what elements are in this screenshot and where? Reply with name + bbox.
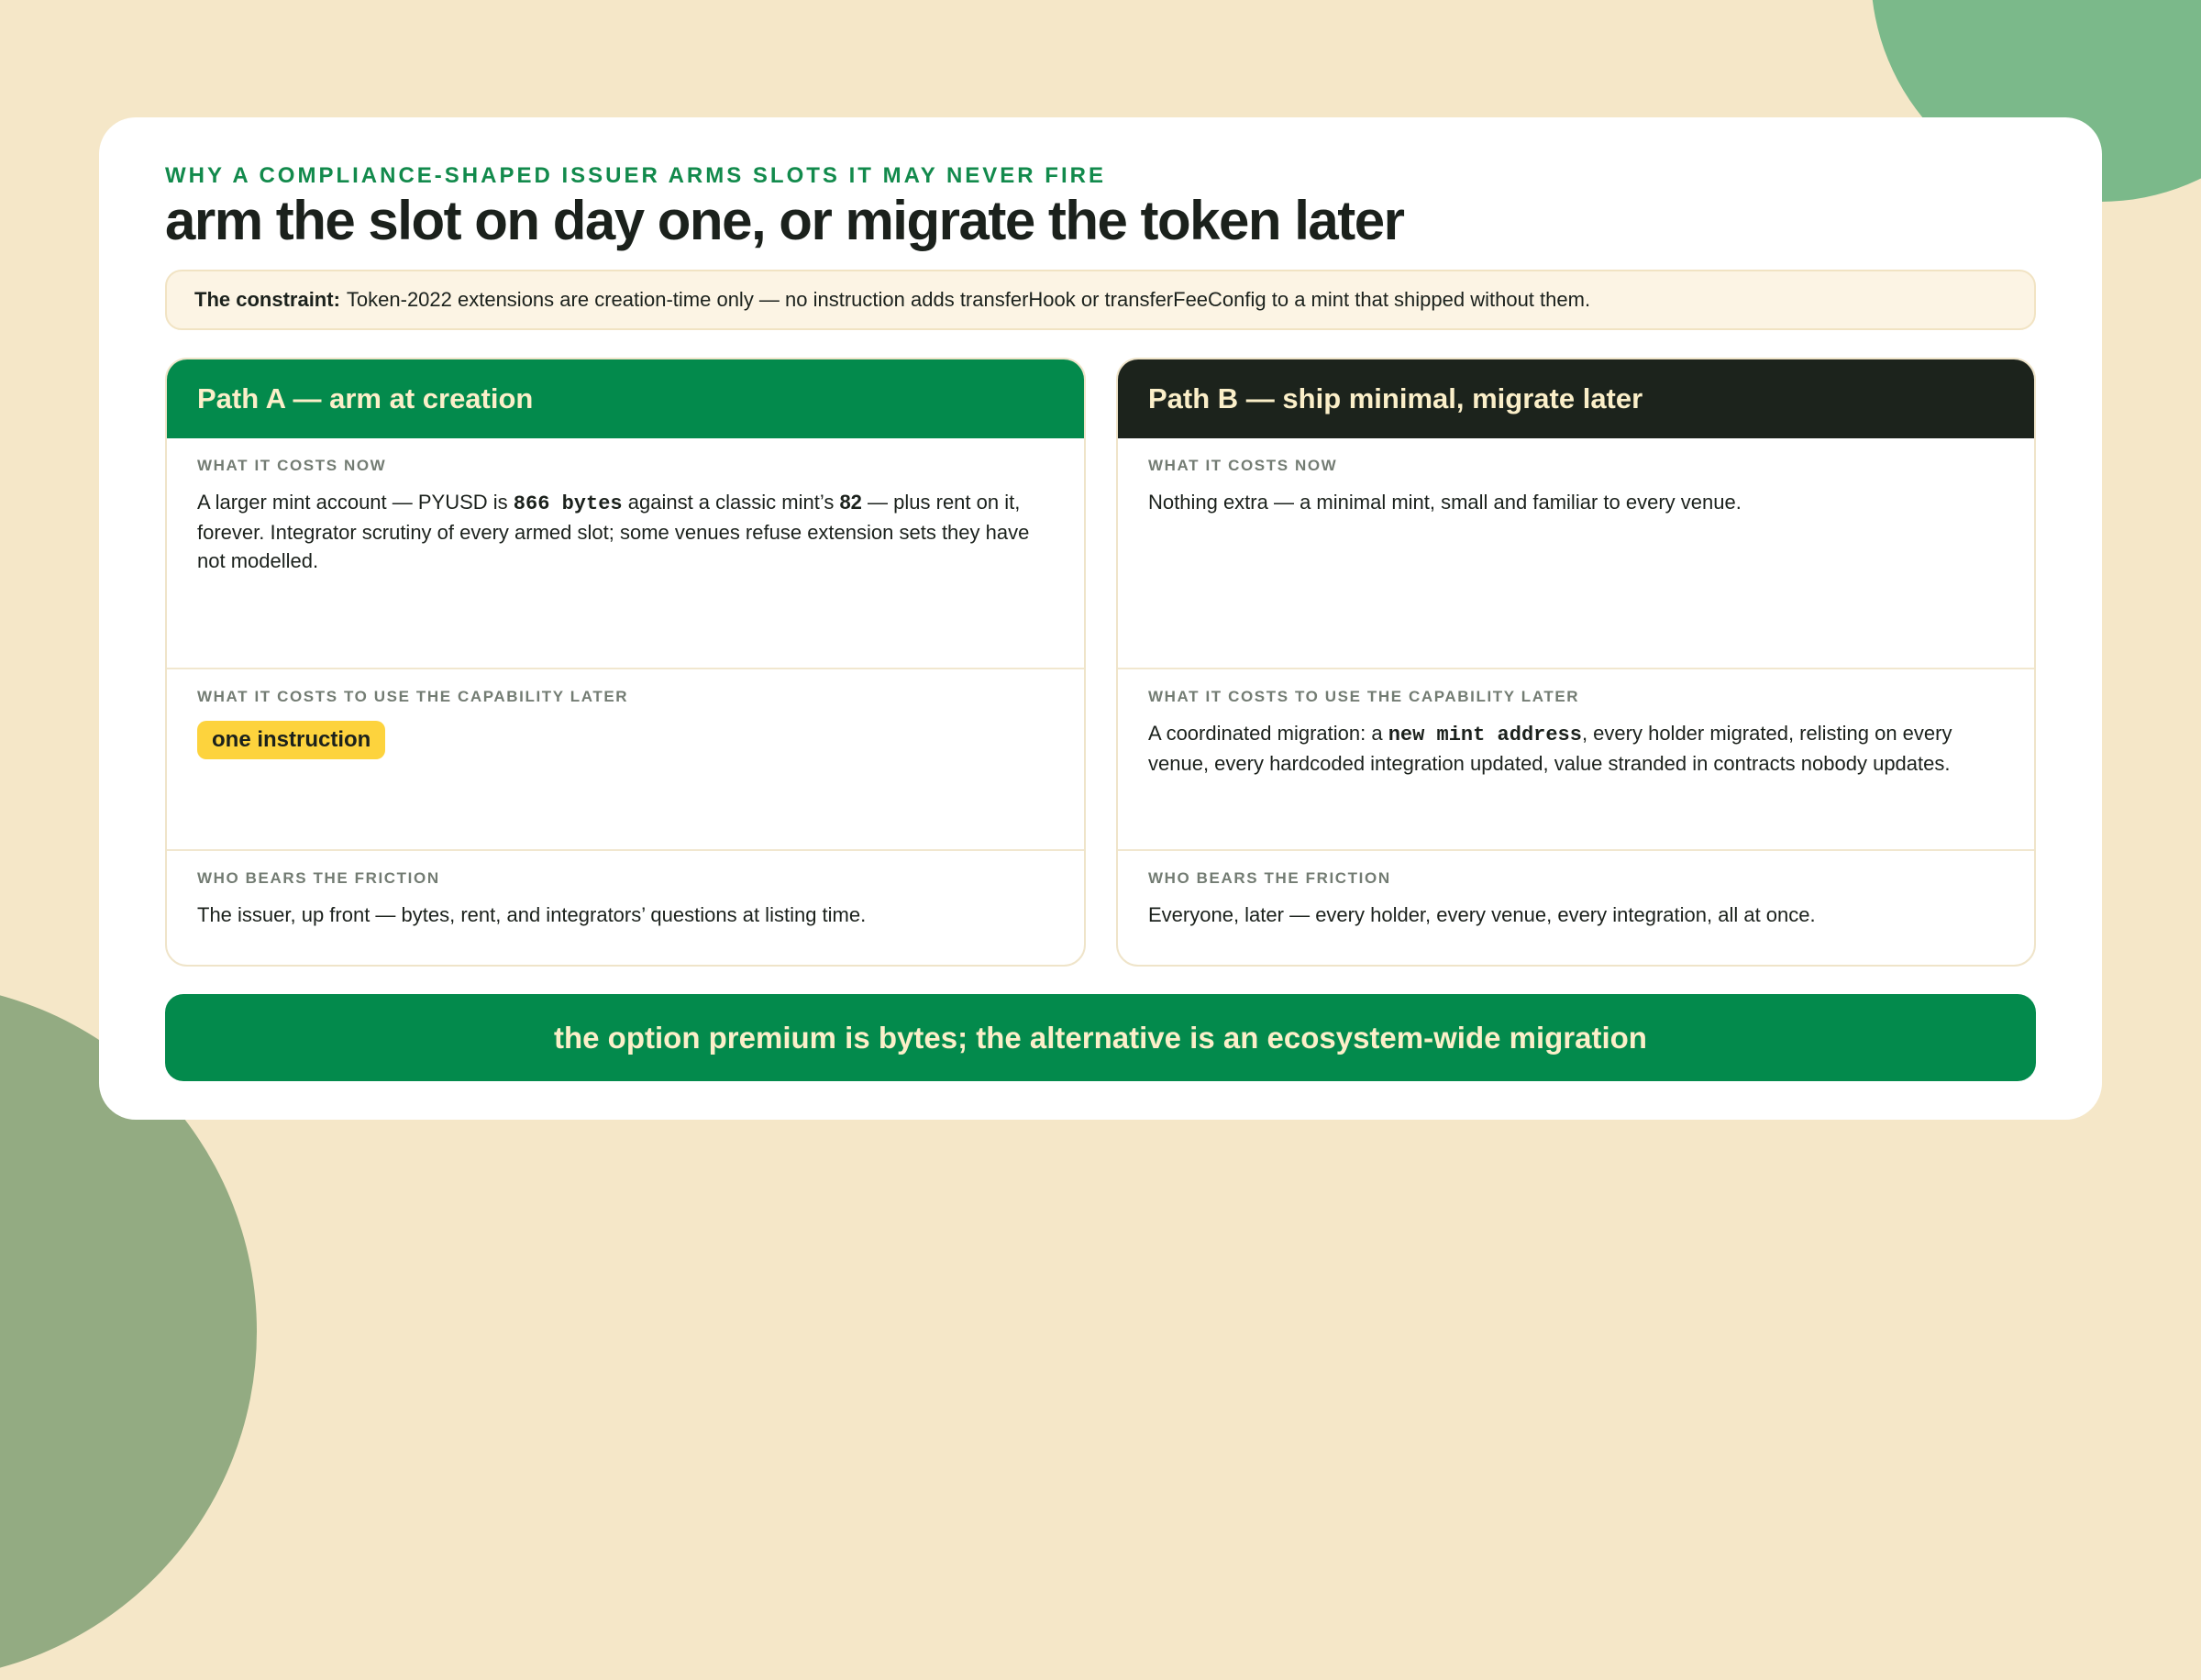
path-b-friction-section <box>1118 851 2034 965</box>
path-a-cost-later-section <box>167 669 1084 851</box>
classic-mint-size: 82 <box>839 491 862 514</box>
path-b-panel <box>1116 358 2036 967</box>
text-fragment: A larger mint account — PYUSD is <box>197 491 514 514</box>
section-label: WHAT IT COSTS TO USE THE CAPABILITY LATER <box>1148 688 1580 705</box>
path-b-cost-now-section <box>1118 438 2034 669</box>
path-b-cost-later-text <box>1148 719 2004 778</box>
path-b-friction-text: Everyone, later — every holder, every venue, every integration, all at once. <box>1148 903 1816 926</box>
constraint-text: Token-2022 extensions are creation-time only — no instruction adds transferHook or transferFeeConfig to a mint that shipped without them. <box>346 288 1591 311</box>
slide-card <box>99 117 2102 1120</box>
text-fragment: — plus rent on it, forever. Integrator scrutiny of every armed slot; some venues refuse extension sets they have not modelled. <box>197 491 1030 572</box>
path-b-title: Path B — ship minimal, migrate later <box>1118 359 2034 438</box>
constraint-label: The constraint: <box>194 288 340 311</box>
path-a-friction-text: The issuer, up front — bytes, rent, and integrators’ questions at listing time. <box>197 903 867 926</box>
path-a-friction-section <box>167 851 1084 965</box>
section-label: WHAT IT COSTS NOW <box>1148 457 1338 474</box>
section-label: WHAT IT COSTS TO USE THE CAPABILITY LATER <box>197 688 629 705</box>
section-label: WHO BEARS THE FRICTION <box>197 869 440 887</box>
code-new-mint-address: new mint address <box>1388 724 1582 746</box>
path-a-cost-now-text <box>197 488 1054 575</box>
conclusion-banner: the option premium is bytes; the alternative is an ecosystem-wide migration <box>165 994 2036 1081</box>
path-b-cost-now-text: Nothing extra — a minimal mint, small and familiar to every venue. <box>1148 491 1742 514</box>
text-fragment: , every holder migrated, relisting on every venue, every hardcoded integration updated, value stranded in contracts nobody updates. <box>1148 722 1952 775</box>
path-a-title: Path A — arm at creation <box>167 359 1084 438</box>
section-label: WHAT IT COSTS NOW <box>197 457 387 474</box>
text-fragment: A coordinated migration: a <box>1148 722 1388 745</box>
one-instruction-pill: one instruction <box>197 721 385 759</box>
text-fragment: against a classic mint’s <box>622 491 840 514</box>
path-a-panel <box>165 358 1086 967</box>
path-a-cost-now-section <box>167 438 1084 669</box>
constraint-banner <box>165 270 2036 330</box>
code-bytes: 866 bytes <box>513 492 623 515</box>
path-b-cost-later-section <box>1118 669 2034 851</box>
page-title: arm the slot on day one, or migrate the token later <box>165 190 1404 251</box>
eyebrow-heading: WHY A COMPLIANCE-SHAPED ISSUER ARMS SLOTS IT MAY NEVER FIRE <box>165 163 1106 188</box>
section-label: WHO BEARS THE FRICTION <box>1148 869 1391 887</box>
